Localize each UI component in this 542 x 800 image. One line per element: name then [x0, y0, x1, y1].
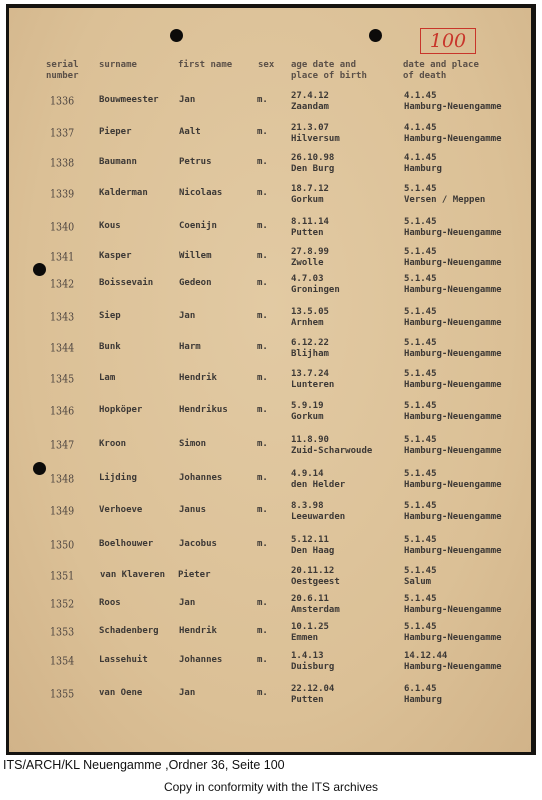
death-place-cell: Hamburg	[404, 695, 442, 705]
surname-cell: Schadenberg	[99, 626, 159, 636]
birth-date-cell: 10.1.25	[291, 622, 329, 632]
birth-place-cell: Oestgeest	[291, 577, 340, 587]
sex-cell: m.	[257, 278, 268, 288]
birth-date-cell: 4.7.03	[291, 274, 324, 284]
death-place-cell: Hamburg-Neuengamme	[404, 102, 502, 112]
birth-place-cell: Duisburg	[291, 662, 335, 672]
death-date-cell: 5.1.45	[404, 622, 437, 632]
surname-cell: Bunk	[99, 342, 121, 352]
death-date-cell: 5.1.45	[404, 307, 437, 317]
birth-place-cell: Gorkum	[291, 412, 324, 422]
death-date-cell: 5.1.45	[404, 435, 437, 445]
death-place-cell: Hamburg-Neuengamme	[404, 134, 502, 144]
surname-cell: Verhoeve	[99, 505, 143, 515]
serial-number-cell: 1353	[50, 625, 75, 640]
death-date-cell: 5.1.45	[404, 594, 437, 604]
death-date-cell: 5.1.45	[404, 247, 437, 257]
surname-cell: Boissevain	[99, 278, 154, 288]
first-name-cell: Gedeon	[179, 278, 212, 288]
birth-date-cell: 27.8.99	[291, 247, 329, 257]
birth-place-cell: Den Haag	[291, 546, 335, 556]
first-name-cell: Jan	[179, 95, 196, 105]
death-place-cell: Hamburg-Neuengamme	[404, 285, 502, 295]
birth-date-cell: 11.8.90	[291, 435, 329, 445]
birth-date-cell: 4.9.14	[291, 469, 324, 479]
header-first-name: first name	[178, 60, 233, 70]
death-place-cell: Hamburg-Neuengamme	[404, 662, 502, 672]
sex-cell: m.	[257, 221, 268, 231]
serial-number-cell: 1349	[50, 504, 75, 519]
first-name-cell: Janus	[179, 505, 207, 515]
header-birth: age date and place of birth	[291, 60, 367, 81]
death-place-cell: Hamburg-Neuengamme	[404, 605, 502, 615]
surname-cell: Boelhouwer	[99, 539, 154, 549]
death-place-cell: Hamburg-Neuengamme	[404, 633, 502, 643]
death-date-cell: 5.1.45	[404, 566, 437, 576]
sex-cell: m.	[257, 439, 268, 449]
birth-place-cell: Putten	[291, 228, 324, 238]
sex-cell: m.	[257, 373, 268, 383]
death-date-cell: 5.1.45	[404, 338, 437, 348]
serial-number-cell: 1345	[50, 372, 75, 387]
death-place-cell: Hamburg-Neuengamme	[404, 318, 502, 328]
surname-cell: Kasper	[99, 251, 132, 261]
birth-place-cell: Arnhem	[291, 318, 324, 328]
sex-cell: m.	[257, 655, 268, 665]
sex-cell: m.	[257, 157, 268, 167]
punch-hole-icon	[33, 462, 46, 475]
surname-cell: Baumann	[99, 157, 137, 167]
sex-cell: m.	[257, 539, 268, 549]
death-date-cell: 5.1.45	[404, 184, 437, 194]
archive-reference: ITS/ARCH/KL Neuengamme ,Ordner 36, Seite 100	[3, 758, 285, 772]
death-date-cell: 5.1.45	[404, 501, 437, 511]
first-name-cell: Harm	[179, 342, 201, 352]
sex-cell: m.	[257, 405, 268, 415]
death-date-cell: 4.1.45	[404, 91, 437, 101]
death-date-cell: 4.1.45	[404, 153, 437, 163]
serial-number-cell: 1341	[50, 250, 75, 265]
serial-number-cell: 1354	[50, 654, 75, 669]
death-date-cell: 6.1.45	[404, 684, 437, 694]
death-date-cell: 5.1.45	[404, 469, 437, 479]
death-place-cell: Hamburg	[404, 164, 442, 174]
death-date-cell: 5.1.45	[404, 401, 437, 411]
sex-cell: m.	[257, 688, 268, 698]
birth-date-cell: 13.7.24	[291, 369, 329, 379]
birth-date-cell: 5.12.11	[291, 535, 329, 545]
header-surname: surname	[99, 60, 137, 70]
death-place-cell: Salum	[404, 577, 432, 587]
punch-hole-icon	[33, 263, 46, 276]
death-date-cell: 5.1.45	[404, 535, 437, 545]
sex-cell: m.	[257, 251, 268, 261]
first-name-cell: Coenijn	[179, 221, 217, 231]
surname-cell: Roos	[99, 598, 121, 608]
birth-place-cell: Emmen	[291, 633, 319, 643]
death-date-cell: 4.1.45	[404, 123, 437, 133]
conformity-note: Copy in conformity with the ITS archives	[163, 780, 379, 794]
first-name-cell: Petrus	[179, 157, 212, 167]
serial-number-cell: 1350	[50, 538, 75, 553]
punch-hole-icon	[369, 29, 382, 42]
sex-cell: m.	[257, 127, 268, 137]
first-name-cell: Hendrik	[179, 626, 217, 636]
first-name-cell: Johannes	[179, 655, 223, 665]
death-place-cell: Hamburg-Neuengamme	[404, 546, 502, 556]
first-name-cell: Pieter	[178, 570, 211, 580]
death-date-cell: 14.12.44	[404, 651, 448, 661]
surname-cell: Pieper	[99, 127, 132, 137]
surname-cell: Lam	[99, 373, 116, 383]
sex-cell: m.	[257, 311, 268, 321]
death-place-cell: Versen / Meppen	[404, 195, 486, 205]
surname-cell: Hopköper	[99, 405, 143, 415]
birth-place-cell: Zaandam	[291, 102, 329, 112]
header-sex: sex	[258, 60, 275, 70]
surname-cell: Lassehuit	[99, 655, 148, 665]
page-number-stamp: 100	[420, 28, 476, 54]
serial-number-cell: 1337	[50, 126, 75, 141]
birth-place-cell: den Helder	[291, 480, 346, 490]
serial-number-cell: 1355	[50, 687, 75, 702]
first-name-cell: Nicolaas	[179, 188, 223, 198]
sex-cell: m.	[257, 342, 268, 352]
serial-number-cell: 1346	[50, 404, 75, 419]
header-serial-number: serial number	[46, 60, 79, 81]
surname-cell: Kous	[99, 221, 121, 231]
sex-cell: m.	[257, 505, 268, 515]
birth-place-cell: Groningen	[291, 285, 340, 295]
surname-cell: Lijding	[99, 473, 137, 483]
birth-place-cell: Zuid-Scharwoude	[291, 446, 373, 456]
serial-number-cell: 1338	[50, 156, 75, 171]
death-date-cell: 5.1.45	[404, 217, 437, 227]
serial-number-cell: 1336	[50, 94, 75, 109]
birth-place-cell: Gorkum	[291, 195, 324, 205]
birth-date-cell: 13.5.05	[291, 307, 329, 317]
birth-place-cell: Hilversum	[291, 134, 340, 144]
birth-place-cell: Amsterdam	[291, 605, 340, 615]
serial-number-cell: 1343	[50, 310, 75, 325]
sex-cell: m.	[257, 95, 268, 105]
birth-date-cell: 6.12.22	[291, 338, 329, 348]
birth-place-cell: Blijham	[291, 349, 329, 359]
death-place-cell: Hamburg-Neuengamme	[404, 380, 502, 390]
birth-date-cell: 20.11.12	[291, 566, 335, 576]
header-death: date and place of death	[403, 60, 479, 81]
serial-number-cell: 1340	[50, 220, 75, 235]
death-place-cell: Hamburg-Neuengamme	[404, 480, 502, 490]
death-place-cell: Hamburg-Neuengamme	[404, 512, 502, 522]
serial-number-cell: 1348	[50, 472, 75, 487]
sex-cell: m.	[257, 188, 268, 198]
surname-cell: van Oene	[99, 688, 143, 698]
serial-number-cell: 1342	[50, 277, 75, 292]
death-place-cell: Hamburg-Neuengamme	[404, 228, 502, 238]
birth-date-cell: 1.4.13	[291, 651, 324, 661]
serial-number-cell: 1344	[50, 341, 75, 356]
first-name-cell: Hendrik	[179, 373, 217, 383]
punch-hole-icon	[170, 29, 183, 42]
birth-place-cell: Leeuwarden	[291, 512, 346, 522]
death-place-cell: Hamburg-Neuengamme	[404, 412, 502, 422]
birth-place-cell: Putten	[291, 695, 324, 705]
first-name-cell: Jan	[179, 688, 196, 698]
birth-date-cell: 5.9.19	[291, 401, 324, 411]
first-name-cell: Simon	[179, 439, 207, 449]
sex-cell: m.	[257, 473, 268, 483]
birth-date-cell: 22.12.04	[291, 684, 335, 694]
birth-date-cell: 8.3.98	[291, 501, 324, 511]
serial-number-cell: 1352	[50, 597, 75, 612]
death-place-cell: Hamburg-Neuengamme	[404, 446, 502, 456]
birth-place-cell: Lunteren	[291, 380, 335, 390]
first-name-cell: Johannes	[179, 473, 223, 483]
first-name-cell: Jan	[179, 598, 196, 608]
death-date-cell: 5.1.45	[404, 369, 437, 379]
serial-number-cell: 1351	[50, 569, 75, 584]
serial-number-cell: 1339	[50, 187, 75, 202]
first-name-cell: Jacobus	[179, 539, 217, 549]
surname-cell: Siep	[99, 311, 121, 321]
death-place-cell: Hamburg-Neuengamme	[404, 258, 502, 268]
serial-number-cell: 1347	[50, 438, 75, 453]
birth-place-cell: Den Burg	[291, 164, 335, 174]
first-name-cell: Hendrikus	[179, 405, 228, 415]
birth-date-cell: 18.7.12	[291, 184, 329, 194]
death-place-cell: Hamburg-Neuengamme	[404, 349, 502, 359]
birth-place-cell: Zwolle	[291, 258, 324, 268]
birth-date-cell: 8.11.14	[291, 217, 329, 227]
sex-cell: m.	[257, 598, 268, 608]
sex-cell: m.	[257, 626, 268, 636]
surname-cell: Bouwmeester	[99, 95, 159, 105]
first-name-cell: Aalt	[179, 127, 201, 137]
first-name-cell: Jan	[179, 311, 196, 321]
birth-date-cell: 27.4.12	[291, 91, 329, 101]
birth-date-cell: 26.10.98	[291, 153, 335, 163]
death-date-cell: 5.1.45	[404, 274, 437, 284]
first-name-cell: Willem	[179, 251, 212, 261]
surname-cell: Kalderman	[99, 188, 148, 198]
birth-date-cell: 21.3.07	[291, 123, 329, 133]
surname-cell: van Klaveren	[100, 570, 166, 580]
surname-cell: Kroon	[99, 439, 127, 449]
birth-date-cell: 20.6.11	[291, 594, 329, 604]
